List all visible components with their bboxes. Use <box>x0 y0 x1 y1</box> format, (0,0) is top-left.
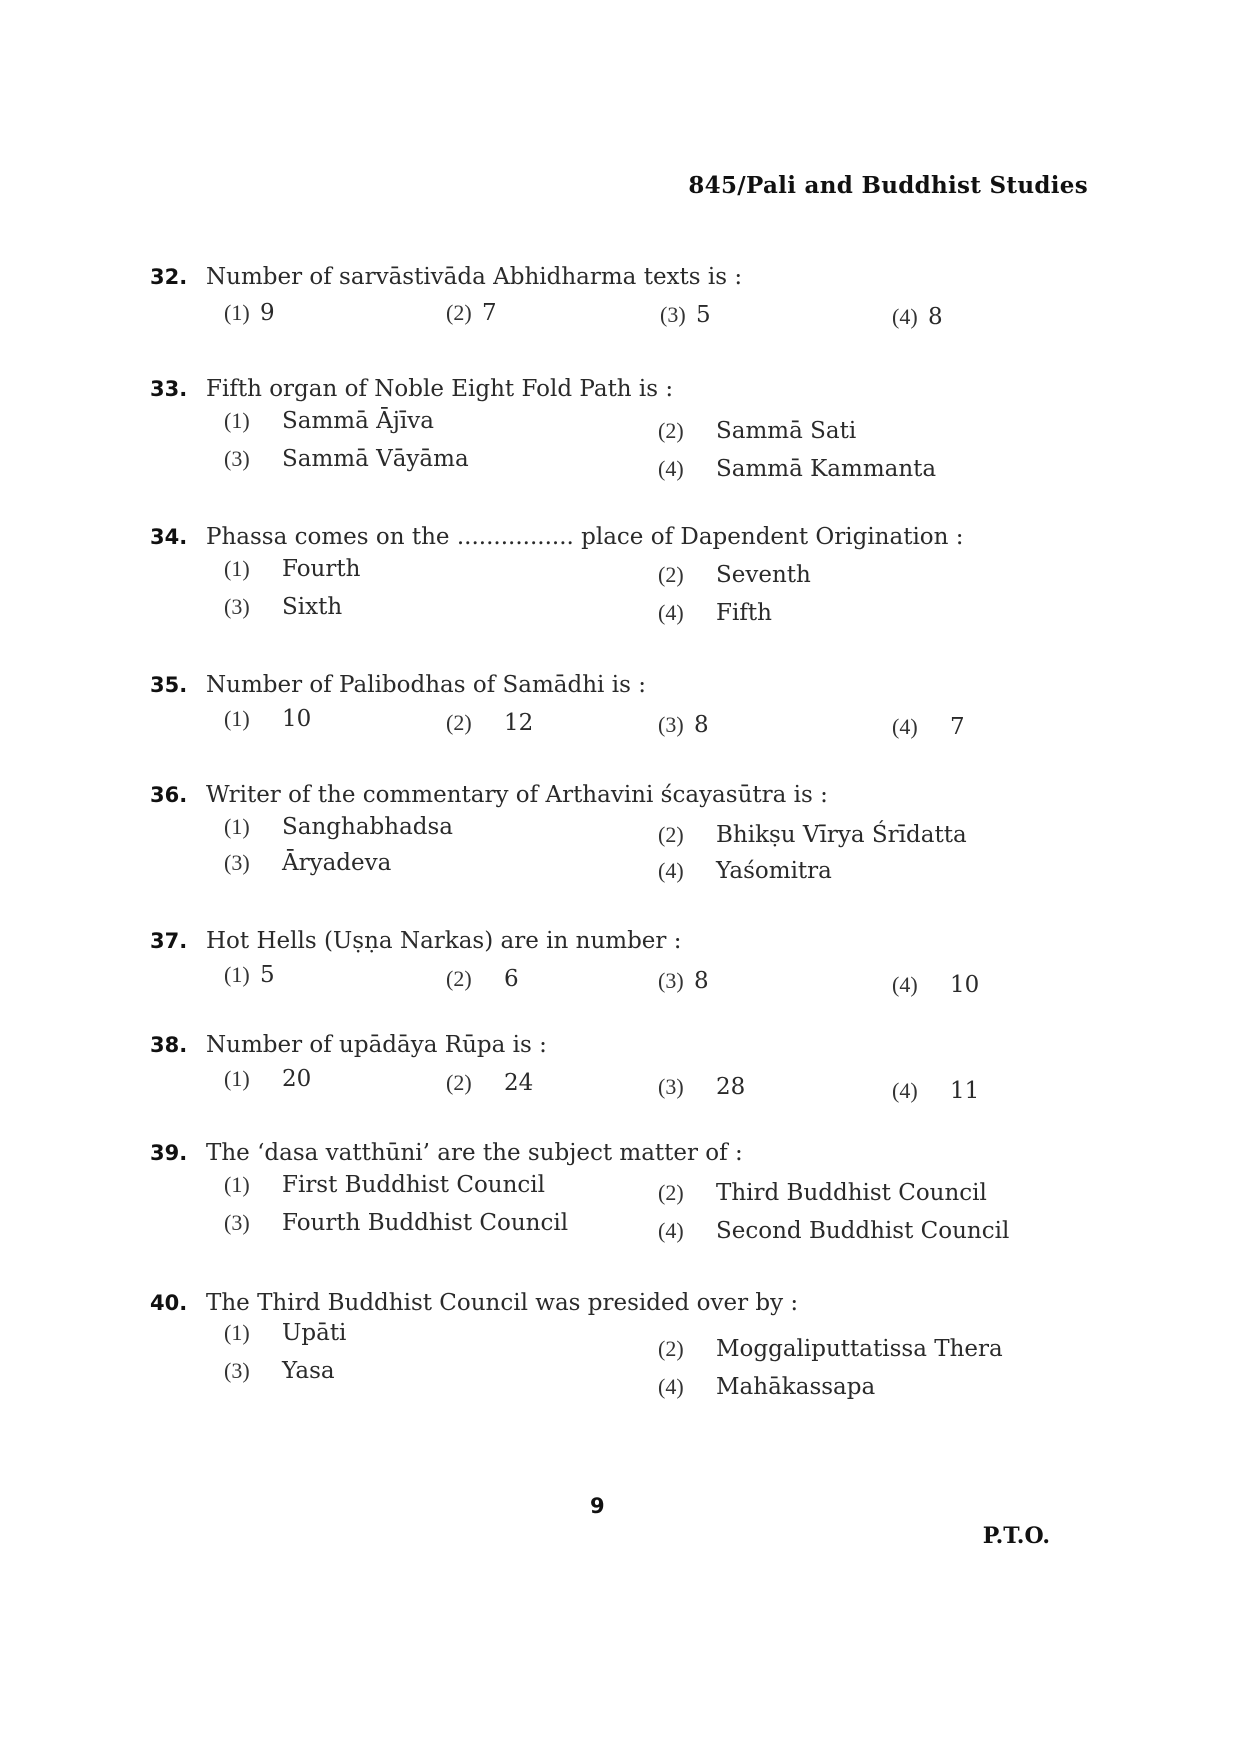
question-number: 36. <box>150 783 188 807</box>
option-3: (3) 28 <box>658 1074 746 1100</box>
question-text: Number of sarvāstivāda Abhidharma texts is : <box>206 264 743 290</box>
question-text: The ‘dasa vatthūni’ are the subject matter of : <box>206 1140 743 1166</box>
option-3: (3) 5 <box>660 302 711 328</box>
option-4: (4) 10 <box>892 972 980 998</box>
question-32 <box>150 262 1090 332</box>
option-1: (1) 20 <box>224 1066 312 1092</box>
option-4: (4) Sammā Kammanta <box>658 456 937 482</box>
question-39 <box>150 1138 1090 1248</box>
option-2: (2) Third Buddhist Council <box>658 1180 987 1206</box>
question-40 <box>150 1288 1090 1408</box>
question-text: Number of upādāya Rūpa is : <box>206 1032 547 1058</box>
option-3: (3) Sammā Vāyāma <box>224 446 469 472</box>
page-header-title: 845/Pali and Buddhist Studies <box>688 172 1088 199</box>
question-33 <box>150 374 1090 484</box>
question-number: 32. <box>150 265 188 289</box>
question-text: Writer of the commentary of Arthavini ścayasūtra is : <box>206 782 828 808</box>
page-number: 9 <box>590 1494 605 1518</box>
question-number: 38. <box>150 1033 188 1057</box>
option-4: (4) 7 <box>892 714 965 740</box>
option-2: (2) 24 <box>446 1070 534 1096</box>
question-34 <box>150 522 1090 632</box>
option-1: (1) 9 <box>224 300 275 326</box>
question-number: 35. <box>150 673 188 697</box>
question-text: The Third Buddhist Council was presided over by : <box>206 1290 799 1316</box>
question-37 <box>150 926 1090 996</box>
option-4: (4) Mahākassapa <box>658 1374 876 1400</box>
question-number: 34. <box>150 525 188 549</box>
option-3: (3) Sixth <box>224 594 343 620</box>
question-text: Phassa comes on the ................ place of Dapendent Origination : <box>206 524 964 550</box>
option-4: (4) 8 <box>892 304 943 330</box>
question-text: Hot Hells (Uṣṇa Narkas) are in number : <box>206 928 682 954</box>
question-text: Fifth organ of Noble Eight Fold Path is : <box>206 376 674 402</box>
option-4: (4) Second Buddhist Council <box>658 1218 1010 1244</box>
option-1: (1) 5 <box>224 962 275 988</box>
option-2: (2) 7 <box>446 300 497 326</box>
option-4: (4) Yaśomitra <box>658 858 832 884</box>
option-1: (1) 10 <box>224 706 312 732</box>
option-1: (1) First Buddhist Council <box>224 1172 546 1198</box>
option-2: (2) 6 <box>446 966 519 992</box>
please-turn-over: P.T.O. <box>982 1523 1050 1549</box>
option-2: (2) Sammā Sati <box>658 418 857 444</box>
option-2: (2) Seventh <box>658 562 811 588</box>
option-1: (1) Upāti <box>224 1320 347 1346</box>
option-1: (1) Sanghabhadsa <box>224 814 454 840</box>
option-1: (1) Fourth <box>224 556 361 582</box>
option-4: (4) 11 <box>892 1078 980 1104</box>
question-35 <box>150 670 1090 740</box>
question-number: 33. <box>150 377 188 401</box>
option-2: (2) Moggaliputtatissa Thera <box>658 1336 1003 1362</box>
option-4: (4) Fifth <box>658 600 772 626</box>
question-36 <box>150 780 1090 890</box>
option-3: (3) 8 <box>658 968 709 994</box>
option-2: (2) Bhikṣu Vīrya Śrīdatta <box>658 822 967 848</box>
question-number: 37. <box>150 929 188 953</box>
option-1: (1) Sammā Ājīva <box>224 408 434 434</box>
option-3: (3) Āryadeva <box>224 850 392 876</box>
question-number: 39. <box>150 1141 188 1165</box>
option-3: (3) Yasa <box>224 1358 335 1384</box>
option-3: (3) 8 <box>658 712 709 738</box>
option-3: (3) Fourth Buddhist Council <box>224 1210 569 1236</box>
question-38 <box>150 1030 1090 1104</box>
option-2: (2) 12 <box>446 710 534 736</box>
question-number: 40. <box>150 1291 188 1315</box>
question-text: Number of Palibodhas of Samādhi is : <box>206 672 646 698</box>
